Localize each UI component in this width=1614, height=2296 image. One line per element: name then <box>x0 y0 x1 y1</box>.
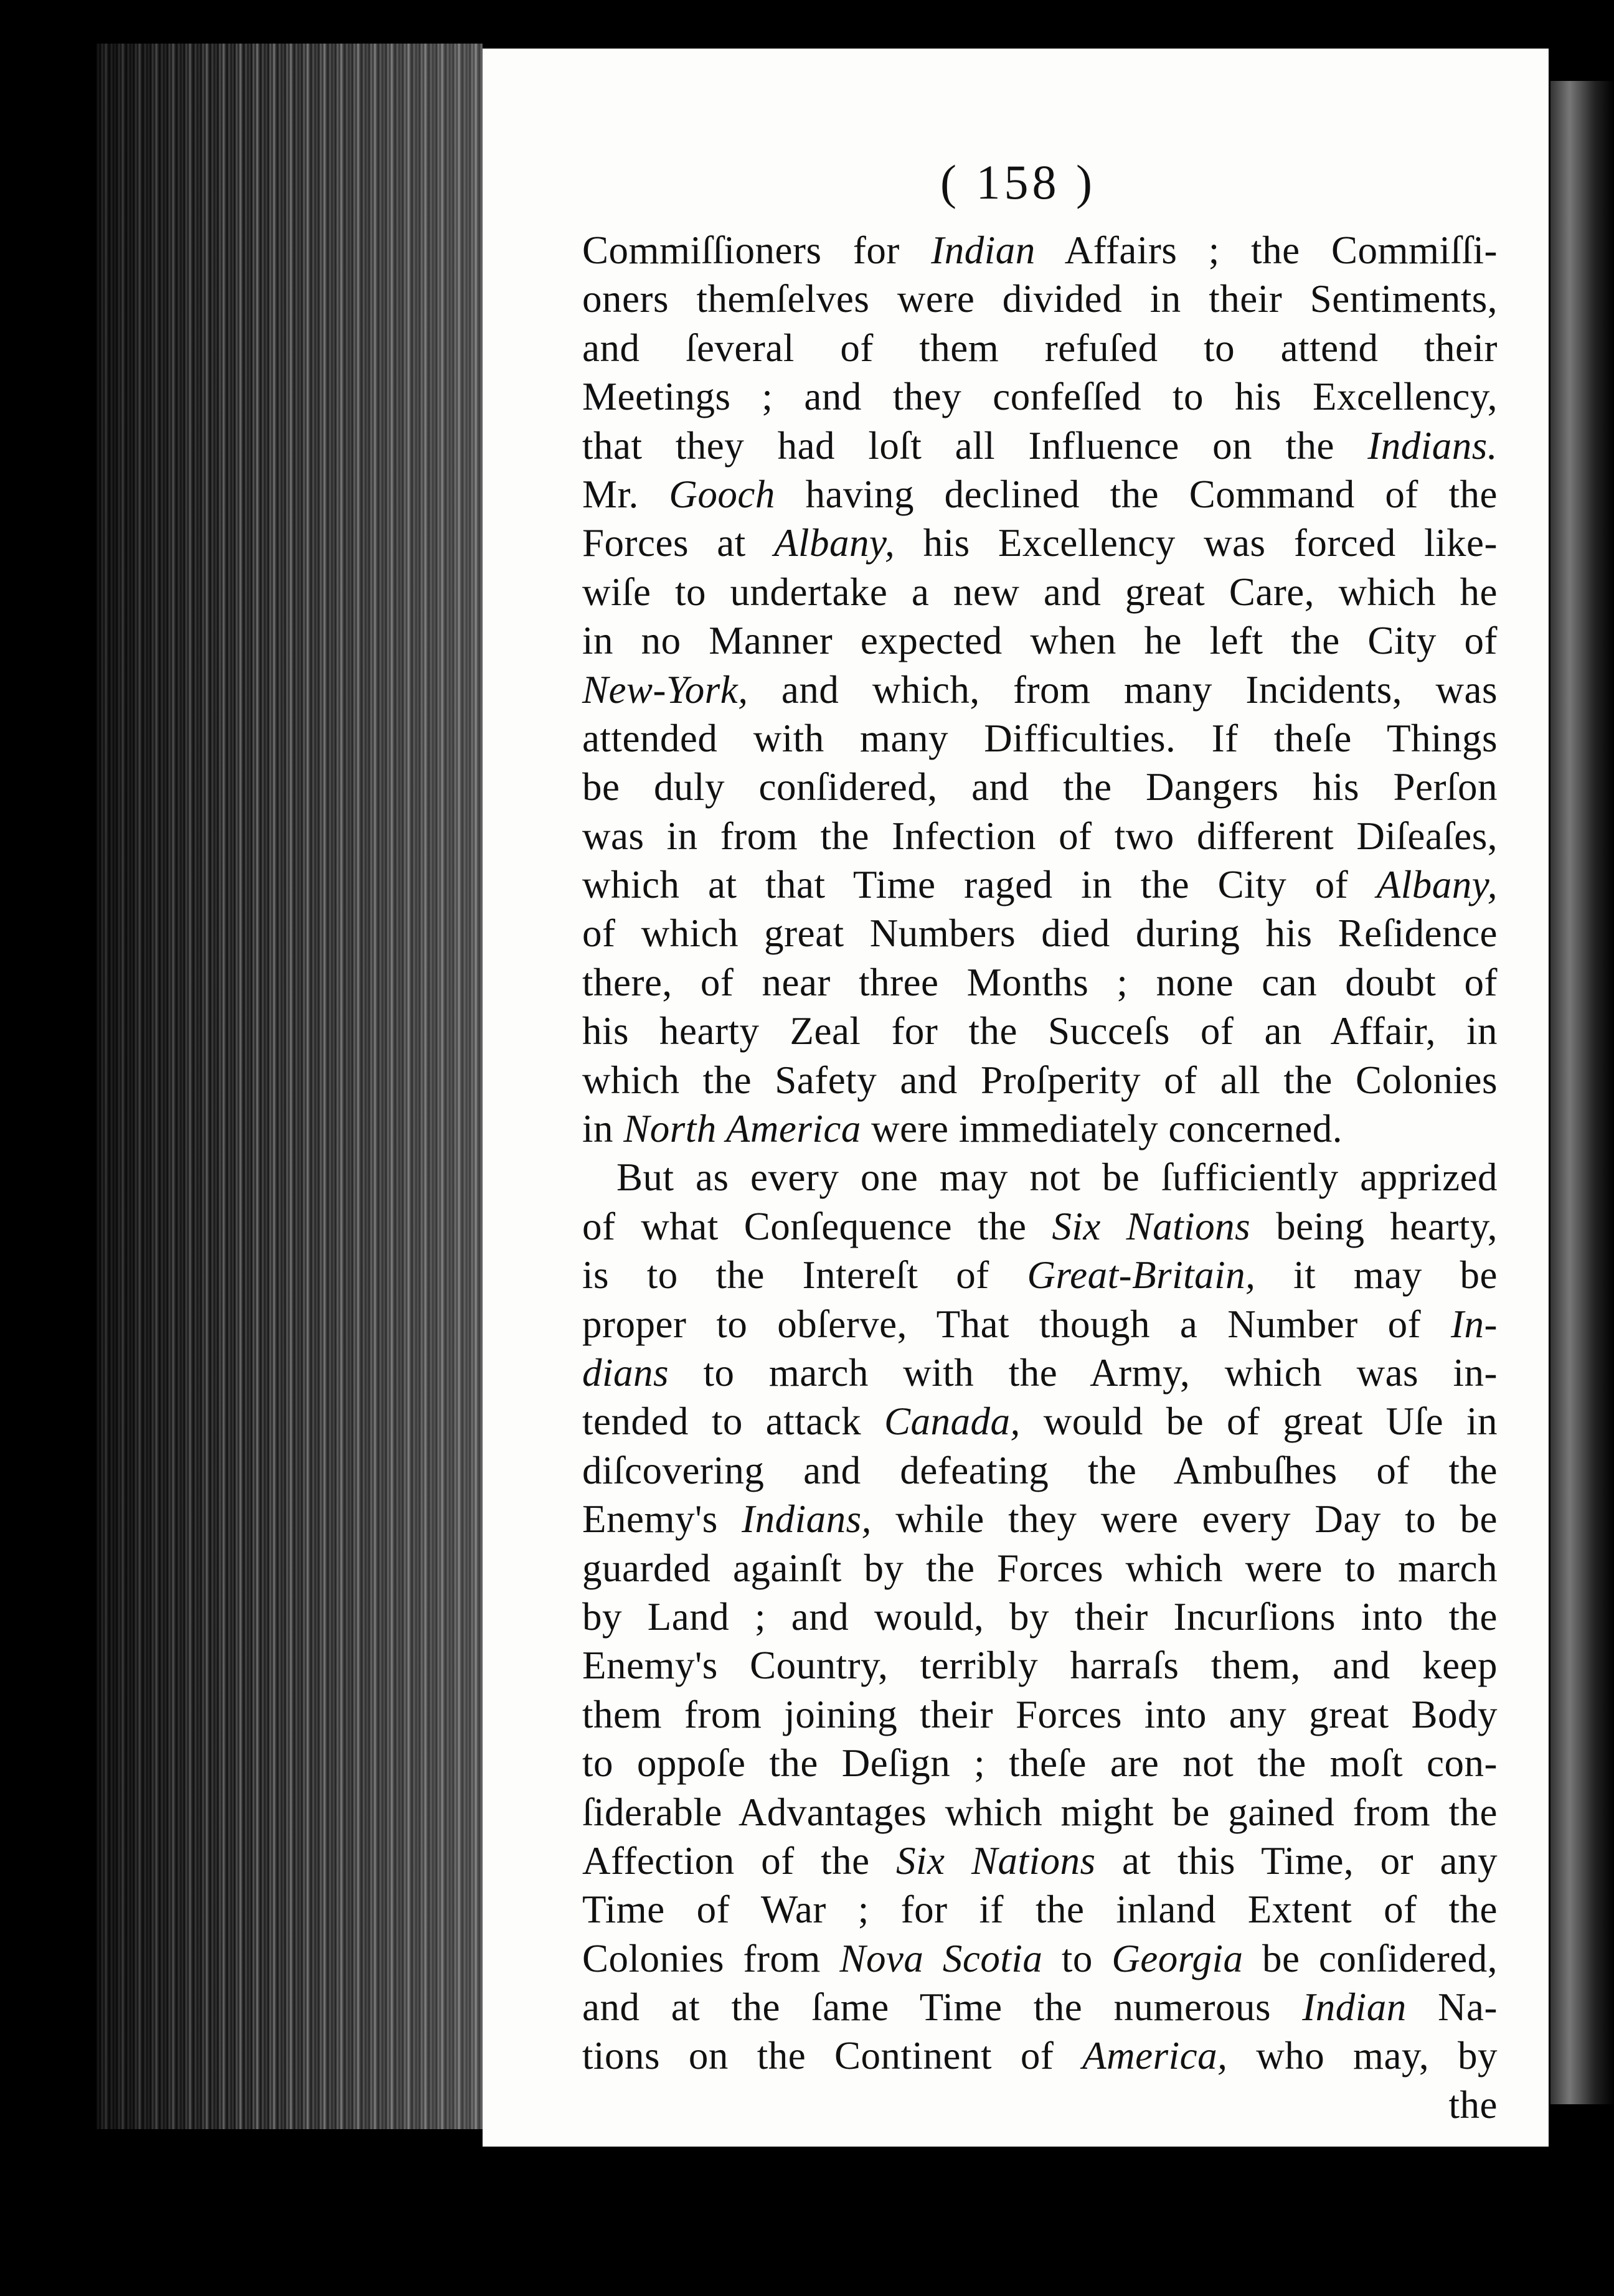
text-line <box>582 616 1498 665</box>
text-line <box>582 1544 1498 1593</box>
text-run: the <box>1448 2082 1498 2127</box>
book-binding-edge <box>1550 81 1614 2104</box>
body-text <box>582 226 1498 2129</box>
text-run: Forces at <box>582 521 775 565</box>
text-line <box>582 1007 1498 1055</box>
italic-text: Six Nations <box>1052 1204 1251 1248</box>
text-run: Affairs ; the Commiſſi- <box>1035 228 1498 272</box>
text-run: to oppoſe the Deſign ; theſe are not the moſt con- <box>582 1741 1498 1786</box>
text-run: in no Manner expected when he left the City of <box>582 619 1498 663</box>
text-run: in <box>582 1107 624 1151</box>
italic-text: In- <box>1451 1302 1498 1346</box>
text-line <box>582 275 1498 323</box>
text-run: ſiderable Advantages which might be gained from the <box>582 1790 1498 1834</box>
text-line <box>582 714 1498 763</box>
text-line <box>582 226 1498 275</box>
text-run: his Excellency was forced like- <box>895 521 1498 565</box>
text-run: Na- <box>1406 1985 1498 2030</box>
italic-text: Albany, <box>1376 863 1498 907</box>
text-line <box>582 372 1498 421</box>
italic-text: Indians, <box>742 1497 872 1541</box>
text-run: Mr. <box>582 472 669 516</box>
italic-text: Great-Britain, <box>1027 1253 1256 1297</box>
text-line <box>582 1788 1498 1837</box>
text-line <box>582 1446 1498 1495</box>
text-line <box>582 1056 1498 1104</box>
italic-text: Georgia <box>1111 1936 1244 1980</box>
text-run: wiſe to undertake a new and great Care, which he <box>582 570 1498 614</box>
italic-text: Indian <box>931 228 1036 272</box>
text-run: his hearty Zeal for the Succeſs of an Affair, in <box>582 1009 1498 1053</box>
text-run: tended to attack <box>582 1400 885 1444</box>
text-line <box>582 1300 1498 1348</box>
text-run: oners themſelves were divided in their Sentiments, <box>582 277 1498 321</box>
text-run: and ſeveral of them refuſed to attend their <box>582 326 1498 370</box>
book-page-edge <box>97 44 483 2129</box>
text-line <box>582 1495 1498 1543</box>
text-line <box>582 1593 1498 1641</box>
text-run: while they were every Day to be <box>871 1497 1498 1541</box>
text-run: of which great Numbers died during his Reſidence <box>582 911 1498 956</box>
text-run: But as every one may not be ſufficiently apprized <box>616 1155 1498 1200</box>
text-run: at this Time, or any <box>1095 1838 1498 1883</box>
text-line <box>582 2031 1498 2080</box>
text-line <box>582 860 1498 909</box>
text-run: to march with the Army, which was in- <box>669 1350 1498 1395</box>
text-line <box>582 324 1498 372</box>
text-line <box>582 470 1498 519</box>
text-run: Enemy's <box>582 1497 742 1541</box>
text-line <box>582 1983 1498 2031</box>
text-line <box>582 1348 1498 1397</box>
text-run: be duly conſidered, and the Dangers his Perſon <box>582 765 1498 809</box>
text-run: guarded againſt by the Forces which were to march <box>582 1546 1498 1590</box>
page-number: ( 158 ) <box>940 155 1096 209</box>
book-page <box>483 49 1549 2147</box>
italic-text: New-York, <box>582 667 748 712</box>
text-run: Colonies from <box>582 1936 840 1980</box>
text-line <box>582 1104 1498 1153</box>
text-run: there, of near three Months ; none can doubt of <box>582 960 1498 1004</box>
text-line <box>582 1934 1498 1983</box>
text-line <box>582 1690 1498 1739</box>
text-run: Commiſſioners for <box>582 228 932 272</box>
text-run: being hearty, <box>1250 1204 1498 1248</box>
text-run: that they had loſt all Influence on the <box>582 423 1368 468</box>
text-line <box>582 1885 1498 1934</box>
text-run: which the Safety and Proſperity of all the Colonies <box>582 1058 1498 1102</box>
text-run: and which, from many Incidents, was <box>748 667 1498 712</box>
text-run: diſcovering and defeating the Ambuſhes of the <box>582 1448 1498 1492</box>
text-run: attended with many Difficulties. If theſe Things <box>582 716 1498 760</box>
text-line <box>582 958 1498 1007</box>
text-run: by Land ; and would, by their Incurſions into the <box>582 1594 1498 1639</box>
text-run: having declined the Command of the <box>775 472 1498 516</box>
italic-text: North America <box>623 1107 861 1151</box>
text-run: it may be <box>1255 1253 1498 1297</box>
text-run: and at the ſame Time the numerous <box>582 1985 1303 2030</box>
italic-text: Albany, <box>774 521 895 565</box>
italic-text: Six Nations <box>896 1838 1096 1883</box>
text-run: Affection of the <box>582 1838 897 1883</box>
italic-text: Indians. <box>1367 423 1498 468</box>
text-run: Time of War ; for if the inland Extent of the <box>582 1888 1498 1932</box>
text-run: was in from the Infection of two different Diſeaſes, <box>582 814 1498 858</box>
text-line <box>582 1397 1498 1446</box>
text-line <box>582 1837 1498 1885</box>
text-line <box>582 421 1498 470</box>
text-line <box>582 909 1498 957</box>
text-line <box>582 763 1498 811</box>
text-line <box>582 1153 1498 1202</box>
text-run: be conſidered, <box>1243 1936 1498 1980</box>
text-line <box>582 1202 1498 1251</box>
italic-text: dians <box>582 1350 669 1395</box>
catchword <box>582 2081 1498 2129</box>
text-run: were immediately concerned. <box>861 1107 1343 1151</box>
text-run: proper to obſerve, That though a Number of <box>582 1302 1451 1346</box>
text-line <box>582 519 1498 567</box>
text-run: Meetings ; and they confeſſed to his Excellency, <box>582 375 1498 419</box>
text-run: them from joining their Forces into any great Body <box>582 1692 1498 1736</box>
text-run: to <box>1042 1936 1112 1980</box>
italic-text: Indian <box>1302 1985 1407 2030</box>
text-run: which at that Time raged in the City of <box>582 863 1377 907</box>
text-run: of what Conſequence the <box>582 1204 1052 1248</box>
text-run: is to the Intereſt of <box>582 1253 1027 1297</box>
text-line <box>582 1739 1498 1787</box>
text-line <box>582 568 1498 616</box>
italic-text: Nova Scotia <box>839 1936 1043 1980</box>
text-line <box>582 1641 1498 1690</box>
italic-text: Canada, <box>884 1400 1021 1444</box>
text-line <box>582 666 1498 714</box>
text-run: Enemy's Country, terribly harraſs them, and keep <box>582 1644 1498 1688</box>
italic-text: America, <box>1082 2034 1228 2078</box>
text-run: who may, by <box>1227 2034 1498 2078</box>
text-line <box>582 812 1498 860</box>
text-run: would be of great Uſe in <box>1020 1400 1498 1444</box>
text-run: tions on the Continent of <box>582 2034 1083 2078</box>
italic-text: Gooch <box>669 472 775 516</box>
text-line <box>582 1251 1498 1299</box>
